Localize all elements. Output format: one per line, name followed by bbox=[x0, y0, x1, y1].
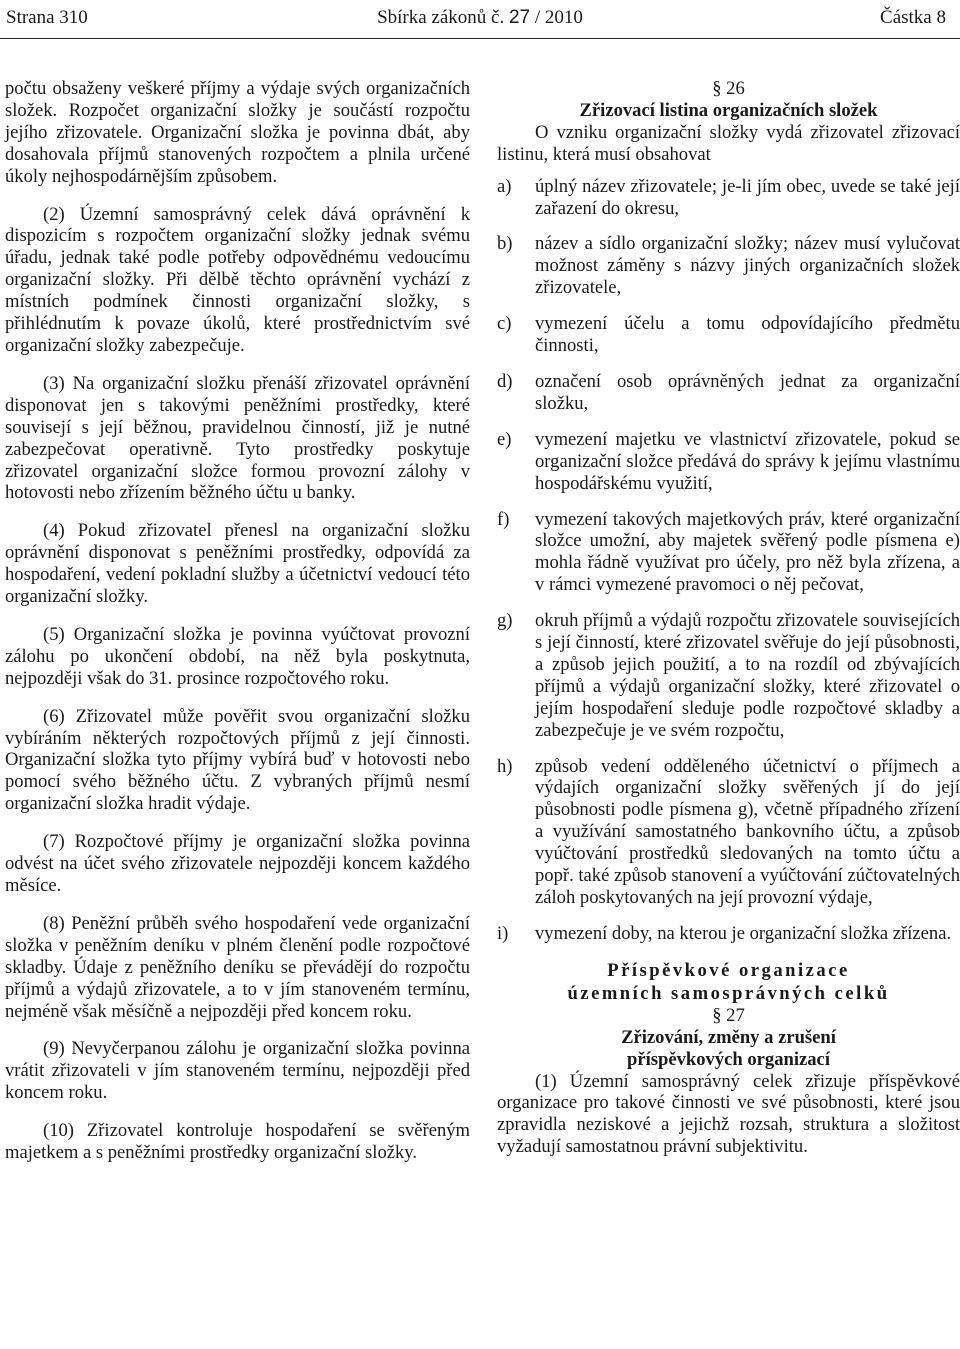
section-26-number: § 26 bbox=[712, 78, 745, 99]
list-item-label: i) bbox=[497, 922, 509, 944]
list-item-text: vymezení majetku ve vlastnictví zřizovatele, pokud se organizační složce předává do správy k jejímu vlastnímu hospodářskému využití, bbox=[535, 428, 960, 494]
list-item-label: c) bbox=[497, 313, 512, 335]
section-27-number: § 27 bbox=[712, 1004, 745, 1026]
section-27-title bbox=[497, 1027, 960, 1071]
group-title bbox=[497, 959, 960, 1005]
list-item-text: vymezení takových majetkových práv, které organizační složce umožní, aby majetek svěřený podle písmena e) mohla řádně využívat pro účely, pro něž byla zřízena, a v rámci vymezené pravomoci o něj pečovat, bbox=[535, 508, 960, 596]
list-item-text: okruh příjmů a výdajů rozpočtu zřizovatele souvisejících s její činností, které zřizovatel svěřuje do její působnosti, a způsob jejich použití, a to na rozdíl od zbývajících příjmů a výdajů organizační složky, které zřizovatel o jejím hospodaření sleduje podle rozpočtové skladby a zabezpečuje je ve svém rozpočtu, bbox=[535, 610, 960, 741]
paragraph-2: (2) Územní samosprávný celek dává oprávnění k dispozicím s rozpočtem organizační složky jednak svému úřadu, jednak také podle potřeby odpovědnému vedoucímu organizační složky. Při dělbě těchto oprávnění vychází z místních podmínek činnosti organizační složky, s přihlédnutím k povaze úkolů, které prostřednictvím své organizační složky zabezpečuje. bbox=[5, 203, 470, 356]
section-26-intro: O vzniku organizační složky vydá zřizovatel zřizovací listinu, která musí obsahovat bbox=[497, 121, 960, 165]
page-header bbox=[0, 0, 960, 38]
group-title-line-1: Příspěvkové organizace bbox=[607, 959, 850, 981]
list-item-label: d) bbox=[497, 370, 513, 392]
list-item-label: a) bbox=[497, 175, 512, 197]
paragraph-8: (8) Peněžní průběh svého hospodaření vede organizační složka v peněžním deníku v plném členění podle rozpočtové skladby. Údaje z peněžního deníku se převádějí do rozpočtu příjmů a výdajů zřizovatele, a to v jím stanoveném termínu, nejméně však měsíčně a nejpozději před koncem roku. bbox=[5, 912, 470, 1022]
paragraph-5: (5) Organizační složka je povinna vyúčtovat provozní zálohu po ukončení období, na něž byla poskytnuta, nejpozději však do 31. prosince rozpočtového roku. bbox=[5, 623, 470, 689]
paragraph-continuation: počtu obsaženy veškeré příjmy a výdaje svých organizačních složek. Rozpočet organizační složky je součástí rozpočtu jejího zřizovatele. Organizační složka je povinna dbát, aby dosahovala příjmů stanovených rozpočtem a plnila určené úkoly nejhospodárnějším způsobem. bbox=[5, 78, 470, 187]
list-item-text: úplný název zřizovatele; je-li jím obec, uvede se také její zařazení do okresu, bbox=[535, 175, 960, 219]
collection-reference bbox=[0, 0, 960, 36]
list-item-text: název a sídlo organizační složky; název musí vylučovat možnost záměny s názvy jiných organizačních složek zřizovatele, bbox=[535, 233, 960, 299]
list-item bbox=[497, 509, 960, 597]
section-27-title-line-1: Zřizování, změny a zrušení bbox=[621, 1026, 836, 1048]
paragraph-4: (4) Pokud zřizovatel přenesl na organizační složku oprávnění disponovat s peněžními prostředky, odpovídá za hospodaření, vedení pokladní služby a účetnictví vedoucí této organizační složky. bbox=[5, 520, 470, 608]
right-column bbox=[497, 78, 960, 1158]
paragraph-10: (10) Zřizovatel kontroluje hospodaření se svěřeným majetkem a s peněžními prostředky organizační složky. bbox=[5, 1120, 470, 1164]
paragraph-6: (6) Zřizovatel může pověřit svou organizační složku vybíráním některých rozpočtových příjmů z její činnosti. Organizační složka tyto příjmy vybírá buď v hotovosti nebo pomocí svého běžného účtu. Z vybraných příjmů nesmí organizační složka hradit výdaje. bbox=[5, 705, 470, 815]
list-item-text: označení osob oprávněných jednat za organizační složku, bbox=[535, 370, 960, 414]
list-item-text: vymezení doby, na kterou je organizační složka zřízena. bbox=[535, 922, 952, 944]
list-item-label: f) bbox=[497, 508, 510, 530]
list-item bbox=[497, 233, 960, 299]
list-item bbox=[497, 610, 960, 741]
header-rule bbox=[0, 38, 960, 39]
list-item bbox=[497, 923, 960, 945]
list-item bbox=[497, 371, 960, 415]
paragraph-9: (9) Nevyčerpanou zálohu je organizační složka povinna vrátit zřizovateli v jím stanoveném termínu, nejpozději před koncem roku. bbox=[5, 1038, 470, 1104]
section-26-title: Zřizovací listina organizačních složek bbox=[579, 99, 878, 121]
list-item bbox=[497, 176, 960, 220]
collection-prefix: Sbírka zákonů č. bbox=[377, 7, 509, 28]
page-number: Strana 310 bbox=[6, 7, 88, 28]
paragraph-3: (3) Na organizační složku přenáší zřizovatel oprávnění disponovat jen s takovými peněžními prostředky, které souvisejí s její běžnou, pravidelnou činností, již je nutné zabezpečovat operativně. Tyto prostředky poskytuje zřizovatel organizační složce formou provozní zálohy v hotovosti nebo zřízením běžného účtu u banky. bbox=[5, 372, 470, 504]
list-item-label: g) bbox=[497, 610, 513, 632]
list-item-text: způsob vedení odděleného účetnictví o příjmech a výdajích organizační složky svěřených jí do její působnosti podle písmena g), včetně případného zřízení a využívání samostatného bankovního účtu, a způsob vyúčtování prostředků sledovaných na tomto účtu a popř. také způsob stanovení a vyúčtování zúčtovatelných záloh poskytovaných na její provozní výdaje, bbox=[535, 755, 960, 908]
collection-year: / 2010 bbox=[530, 7, 583, 28]
list-item-label: e) bbox=[497, 428, 512, 450]
collection-number: 27 bbox=[508, 7, 531, 28]
paragraph-7: (7) Rozpočtové příjmy je organizační složka povinna odvést na účet svého zřizovatele nejpozději koncem každého měsíce. bbox=[5, 831, 470, 896]
part-number: Částka 8 bbox=[880, 7, 946, 28]
list-item bbox=[497, 429, 960, 495]
section-27-title-line-2: příspěvkových organizací bbox=[627, 1048, 830, 1070]
section-27-paragraph-1: (1) Územní samosprávný celek zřizuje příspěvkové organizace pro takové činnosti ve své působnosti, které jsou zpravidla neziskové a jejichž rozsah, struktura a složitost vyžadují samostatnou právní subjektivitu. bbox=[497, 1070, 960, 1158]
left-column bbox=[5, 78, 470, 1164]
list-item-label: h) bbox=[497, 755, 513, 777]
group-title-line-2: územních samosprávných celků bbox=[567, 982, 890, 1004]
list-item-label: b) bbox=[497, 233, 513, 255]
list-item bbox=[497, 313, 960, 357]
list-item bbox=[497, 756, 960, 909]
list-item-text: vymezení účelu a tomu odpovídajícího předmětu činnosti, bbox=[535, 313, 960, 357]
